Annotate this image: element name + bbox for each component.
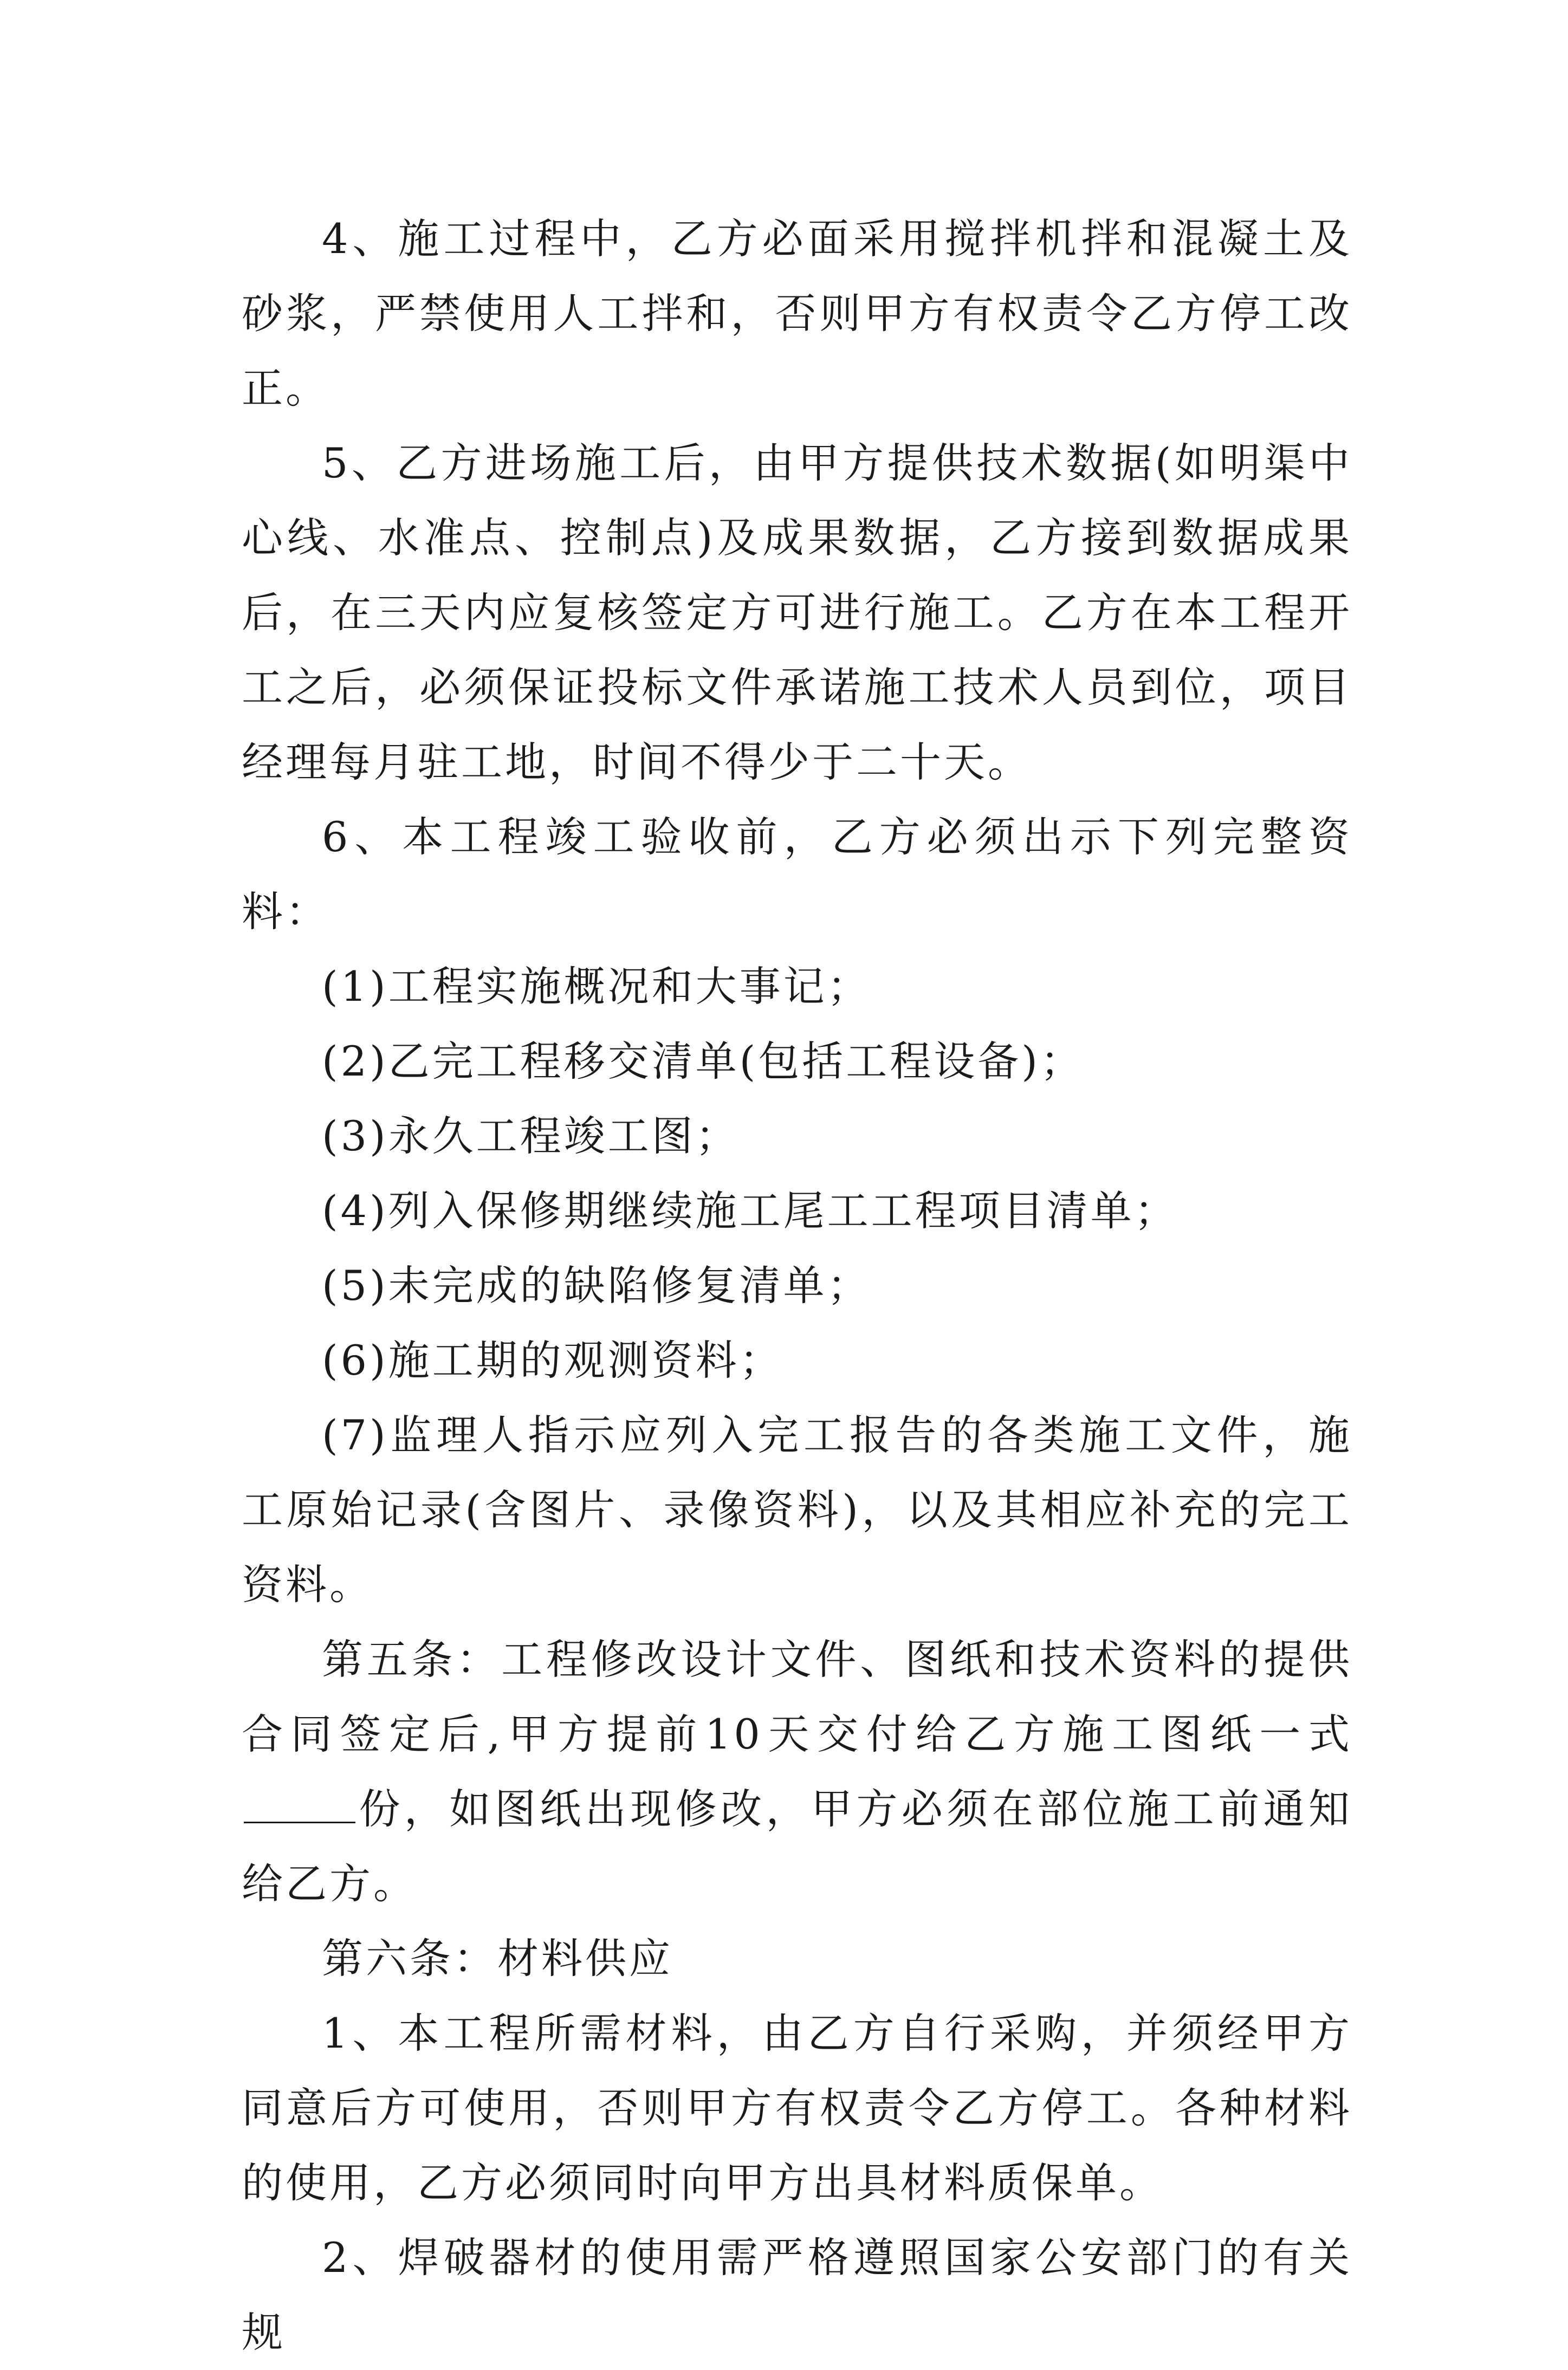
list-item-1: (1)工程实施概况和大事记； xyxy=(322,962,871,1011)
article-6-heading: 第六条：材料供应 xyxy=(322,1934,673,1983)
article-5-text-after: 份，如图纸出现修改，甲方必须在部位施工前通知给乙方。 xyxy=(242,1785,1352,1908)
fill-in-blank xyxy=(244,1789,355,1823)
list-item-4: (4)列入保修期继续施工尾工工程项目清单； xyxy=(322,1187,1178,1235)
list-item-3: (3)永久工程竣工图； xyxy=(322,1112,740,1160)
paragraph-item-4: 4、施工过程中，乙方必面采用搅拌机拌和混凝土及砂浆，严禁使用人工拌和，否则甲方有权责令乙方停工改正。 xyxy=(242,215,1352,412)
article-5-paragraph xyxy=(242,1622,1352,1921)
article-6-item-1: 1、本工程所需材料，由乙方自行采购，并须经甲方同意后方可使用，否则甲方有权责令乙方停工。各种材料的使用，乙方必须同时向甲方出具材料质保单。 xyxy=(242,2009,1352,2207)
article-5-text-before: 第五条：工程修改设计文件、图纸和技术资料的提供合同签定后,甲方提前10天交付给乙方施工图纸一式 xyxy=(242,1635,1352,1758)
list-item-6: (6)施工期的观测资料； xyxy=(322,1336,783,1384)
list-item-5: (5)未完成的缺陷修复清单； xyxy=(322,1261,871,1310)
list-item-7: (7)监理人指示应列入完工报告的各类施工文件，施工原始记录(含图片、录像资料)，以及其相应补充的完工资料。 xyxy=(242,1411,1352,1609)
paragraph-item-5: 5、乙方进场施工后，由甲方提供技术数据(如明渠中心线、水准点、控制点)及成果数据，乙方接到数据成果后，在三天内应复核签定方可进行施工。乙方在本工程开工之后，必须保证投标文件承诺施工技术人员到位，项目经理每月驻工地，时间不得少于二十天。 xyxy=(242,439,1352,786)
article-6-item-2: 2、焊破器材的使用需严格遵照国家公安部门的有关规 xyxy=(242,2233,1352,2356)
paragraph-item-6: 6、本工程竣工验收前，乙方必须出示下列完整资料： xyxy=(242,813,1352,936)
list-item-2: (2)乙完工程移交清单(包括工程设备)； xyxy=(322,1037,1084,1085)
document-body xyxy=(242,202,1352,2370)
